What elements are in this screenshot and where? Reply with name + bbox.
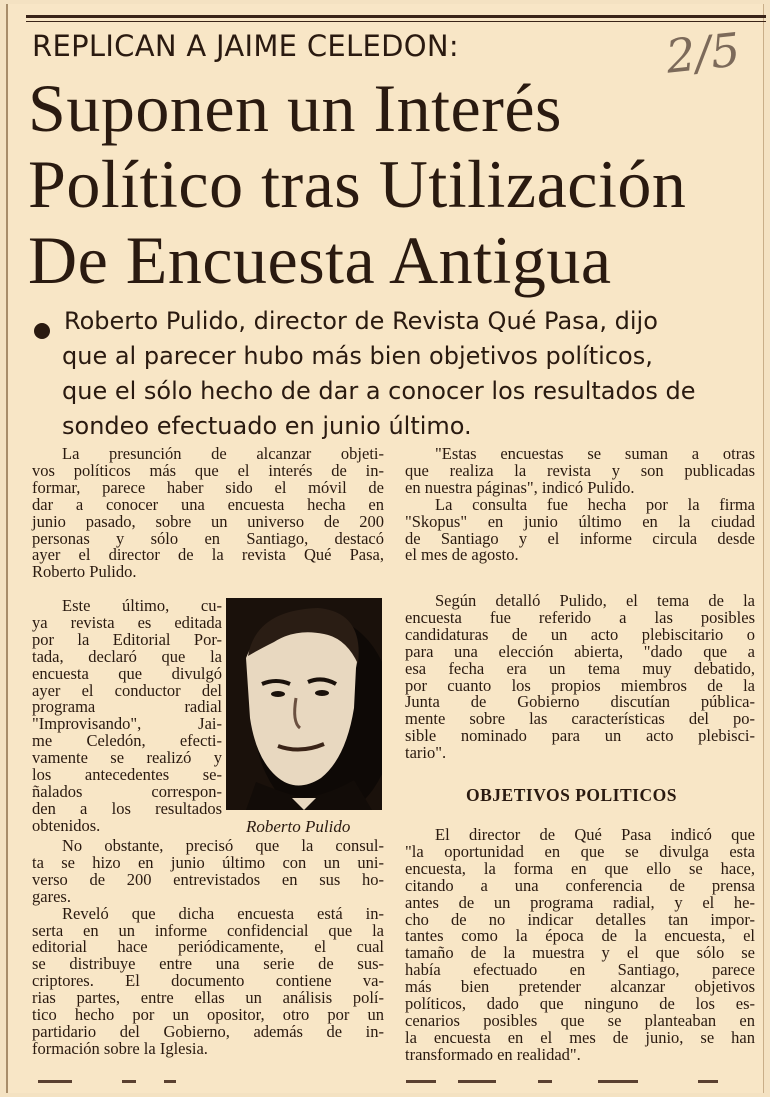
text-line: "la oportunidad en que se divulga esta — [405, 841, 755, 861]
right-column-lower — [405, 827, 755, 1064]
headline — [28, 70, 763, 298]
text-line: La presunción de alcanzar objeti- — [62, 444, 384, 463]
text-line: ya revista es editada — [32, 612, 222, 632]
paragraph — [32, 446, 384, 581]
text-line: esa fecha era un tema muy debatido, — [405, 658, 755, 678]
lede-line: sondeo efectuado en junio último. — [62, 412, 472, 440]
handwritten-note: 2/5 — [663, 22, 743, 84]
text-line: Roberto Pulido. — [32, 562, 137, 582]
text-line: Reveló que dicha encuesta está in- — [62, 903, 384, 923]
section-subhead: OBJETIVOS POLITICOS — [466, 785, 677, 805]
newspaper-clipping — [6, 4, 764, 1093]
portrait-image — [226, 598, 382, 810]
text-line: vamente se realizó y — [32, 748, 222, 768]
lede-line: que al parecer hubo más bien objetivos políticos, — [62, 342, 653, 370]
text-line: rias partes, entre ellas un análisis polí- — [32, 988, 384, 1008]
text-line: antes de un programa radial, y el he- — [405, 892, 755, 912]
text-line: partidario del Gobierno, además de in- — [32, 1021, 384, 1041]
bottom-fragment — [38, 1080, 758, 1086]
text-line: ta se hizo en junio último con un uni- — [32, 852, 384, 872]
text-line: den a los resultados — [32, 798, 222, 818]
text-line: Este último, cu- — [62, 596, 222, 615]
text-line: Junta de Gobierno discutían pública- — [405, 692, 755, 712]
text-line: los antecedentes se- — [32, 765, 222, 785]
text-line: había efectuado en Santiago, parece — [405, 960, 755, 980]
text-line: ñalados correspon- — [32, 781, 222, 801]
left-column-lower — [32, 838, 384, 1058]
text-line: "Estas encuestas se suman a otras — [435, 444, 755, 463]
text-line: gares. — [32, 886, 71, 906]
paragraph — [32, 598, 222, 835]
right-column-mid — [405, 593, 755, 762]
text-line: de Santiago y el informe circula desde — [405, 528, 755, 548]
paragraph — [405, 494, 755, 565]
right-column — [405, 446, 755, 564]
text-line: tario". — [405, 743, 447, 763]
text-line: obtenidos. — [32, 815, 101, 835]
text-line: tada, declaró que la — [32, 646, 222, 666]
paragraph — [405, 827, 755, 1064]
text-line: encuesta fue referido a las posibles — [405, 607, 755, 627]
lede — [64, 304, 764, 444]
photo-caption: Roberto Pulido — [246, 817, 351, 836]
top-rule-thin — [26, 21, 766, 22]
kicker: REPLICAN A JAIME CELEDON: — [32, 29, 459, 63]
text-line: programa radial — [32, 697, 222, 717]
text-line: se distribuye entre una serie de sus- — [32, 954, 384, 974]
text-line: tico hecho por un opositor, otro por un — [32, 1005, 384, 1025]
bullet-icon — [34, 323, 50, 339]
headline-line: Político tras Utilización — [28, 146, 687, 222]
text-line: mente sobre las características del po- — [405, 709, 755, 729]
text-line: que realiza la revista y son publicadas — [405, 460, 755, 480]
text-line: "Skopus" en junio último en la ciudad — [405, 511, 755, 531]
text-line: en nuestra páginas", indicó Pulido. — [405, 477, 635, 497]
text-line: tantes como la época de la encuesta, el — [405, 926, 755, 946]
text-line: transformado en realidad". — [405, 1044, 581, 1064]
lede-line: que el sólo hecho de dar a conocer los resultados de — [62, 377, 696, 405]
text-line: Según detalló Pulido, el tema de la — [435, 591, 755, 610]
lede-line: Roberto Pulido, director de Revista Qué Pasa, dijo — [64, 307, 658, 335]
portrait-photo — [226, 598, 382, 810]
text-line: me Celedón, efecti- — [32, 731, 222, 751]
text-line: verso de 200 entrevistados en sus ho- — [32, 869, 384, 889]
text-line: para una elección abierta, "dado que a — [405, 641, 755, 661]
text-line: candidaturas de un acto plebiscitario o — [405, 624, 755, 644]
text-line: "Improvisando", Jai- — [32, 714, 222, 734]
text-line: junio pasado, sobre un universo de 200 — [32, 511, 384, 531]
text-line: El director de Qué Pasa indicó que — [435, 825, 755, 844]
paragraph — [405, 593, 755, 762]
left-column-wrap — [32, 598, 222, 835]
left-column — [32, 446, 384, 581]
text-line: cenarios posibles que se planteaban en — [405, 1010, 755, 1030]
paragraph — [32, 903, 384, 1058]
text-line: personas y sólo en Santiago, destacó — [32, 528, 384, 548]
text-line: ayer el conductor del — [32, 680, 222, 700]
paragraph — [32, 838, 384, 906]
headline-line: Suponen un Interés — [28, 70, 563, 146]
top-rule — [26, 15, 766, 18]
text-line: por la Editorial Por- — [32, 629, 222, 649]
text-line: editorial hace periódicamente, el cual — [32, 937, 384, 957]
text-line: vos políticos más que el interés de in- — [32, 460, 384, 480]
text-line: formar, parece haber sido el móvil de — [32, 477, 384, 497]
paragraph — [405, 446, 755, 497]
text-line: serta en un informe confidencial que la — [32, 920, 384, 940]
text-line: encuesta, la forma en que ello se hace, — [405, 858, 755, 878]
text-line: más bien pretender alcanzar objetivos — [405, 977, 755, 997]
text-line: el mes de agosto. — [405, 545, 519, 565]
text-line: encuesta que divulgó — [32, 663, 222, 683]
text-line: dar a conocer una encuesta hecha en — [32, 494, 384, 514]
text-line: formación sobre la Iglesia. — [32, 1038, 208, 1058]
headline-line: De Encuesta Antigua — [28, 222, 612, 298]
text-line: políticos, dado que ninguno de los es- — [405, 994, 755, 1014]
text-line: sible nominado para un acto plebisci- — [405, 726, 755, 746]
text-line: citando a una conferencia de prensa — [405, 875, 755, 895]
text-line: ayer el director de la revista Qué Pasa, — [32, 545, 384, 565]
text-line: cho de no indicar detalles tan impor- — [405, 909, 755, 929]
text-line: No obstante, precisó que la consul- — [62, 836, 384, 855]
text-line: la encuesta en el mes de junio, se han — [405, 1027, 755, 1047]
text-line: por cuanto los propios miembros de la — [405, 675, 755, 695]
text-line: tamaño de la muestra y el que sólo se — [405, 943, 755, 963]
text-line: La consulta fue hecha por la firma — [435, 494, 755, 514]
text-line: criptores. El documento contiene va- — [32, 971, 384, 991]
